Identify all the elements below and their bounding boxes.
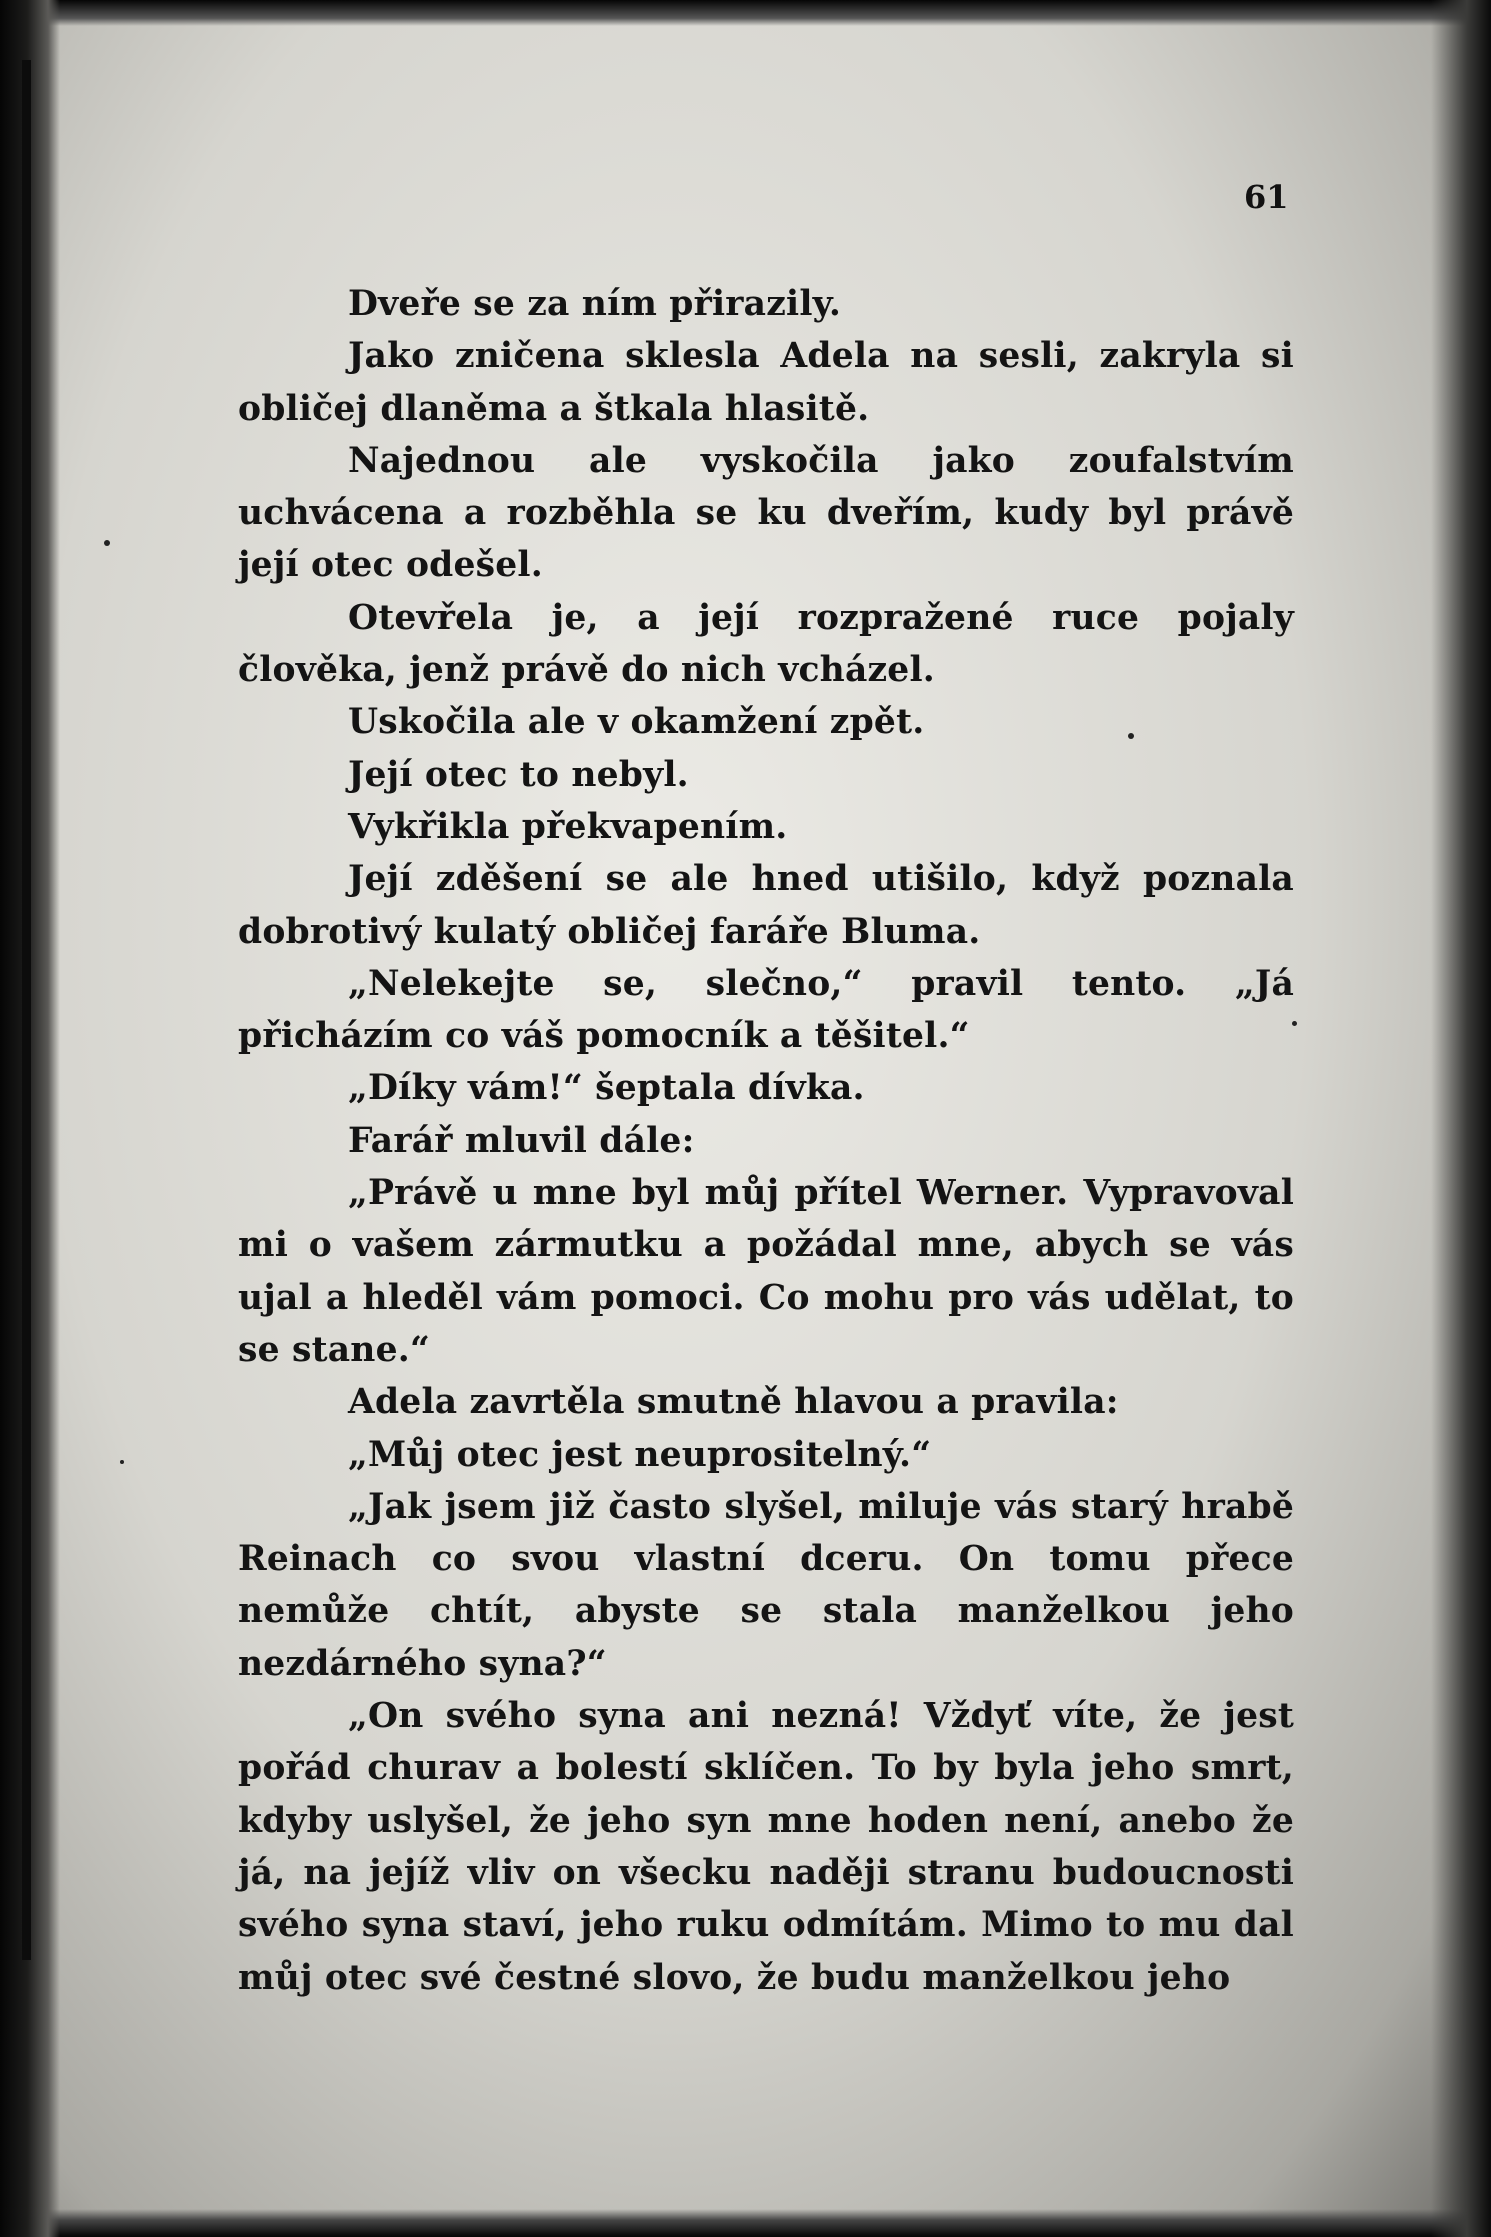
- paragraph: Najednou ale vyskočila jako zoufalstvím uchvácena a rozběhla se ku dveřím, kudy byl právě její otec odešel.: [238, 440, 1294, 586]
- scan-top-edge: [0, 0, 1491, 26]
- paragraph: Vykřikla překvapením.: [348, 806, 788, 847]
- paragraph: Otevřela je, a její rozpražené ruce pojaly člověka, jenž právě do nich vcházel.: [238, 597, 1294, 691]
- paragraph: Jako zničena sklesla Adela na sesli, zakryla si obličej dlaněma a štkala hlasitě.: [238, 336, 1294, 429]
- paragraph: Dveře se za ním přirazily.: [348, 284, 842, 324]
- dust-speck: [104, 540, 110, 546]
- paragraph: Adela zavrtěla smutně hlavou a pravila:: [348, 1382, 1119, 1423]
- scan-right-edge: [1431, 0, 1491, 2237]
- paragraph: Její zděšení se ale hned utišilo, když poznala dobrotivý kulatý obličej faráře Bluma.: [238, 859, 1294, 952]
- page-number: 61: [1244, 178, 1289, 216]
- paragraph: „Můj otec jest neuprositelný.“: [348, 1434, 932, 1475]
- paragraph: Uskočila ale v okamžení zpět.: [348, 702, 925, 743]
- paragraph: „Jak jsem již často slyšel, miluje vás starý hrabě Reinach co svou vlastní dceru. On tomu přece nemůže chtít, abyste se stala manželkou jeho nezdárného syna?“: [238, 1486, 1294, 1684]
- paragraph: „Nelekejte se, slečno,“ pravil tento. „Já přicházím co váš pomocník a těšitel.“: [238, 963, 1294, 1057]
- paragraph: Farář mluvil dále:: [348, 1120, 695, 1161]
- binding-shadow: [22, 60, 31, 1960]
- paragraph: „On svého syna ani nezná! Vždyť víte, že jest pořád churav a bolestí sklíčen. To by byla jeho smrt, kdyby uslyšel, že jeho syn mne hoden není, anebo že já, na jejíž vliv on všecku naději stranu budoucnosti svého syna staví, jeho ruku odmítám. Mimo to mu dal můj otec své čestné slovo, že budu manželkou jeho: [238, 1696, 1294, 1998]
- paragraph: „Díky vám!“ šeptala dívka.: [348, 1068, 865, 1109]
- dust-speck: [120, 1460, 124, 1464]
- paragraph: Její otec to nebyl.: [348, 754, 689, 795]
- body-text: [238, 278, 1294, 2004]
- paragraph: „Právě u mne byl můj přítel Werner. Vypravoval mi o vašem zármutku a požádal mne, abych se vás ujal a hleděl vám pomoci. Co mohu pro vás udělat, to se stane.“: [238, 1173, 1294, 1370]
- scan-bottom-edge: [0, 2209, 1491, 2237]
